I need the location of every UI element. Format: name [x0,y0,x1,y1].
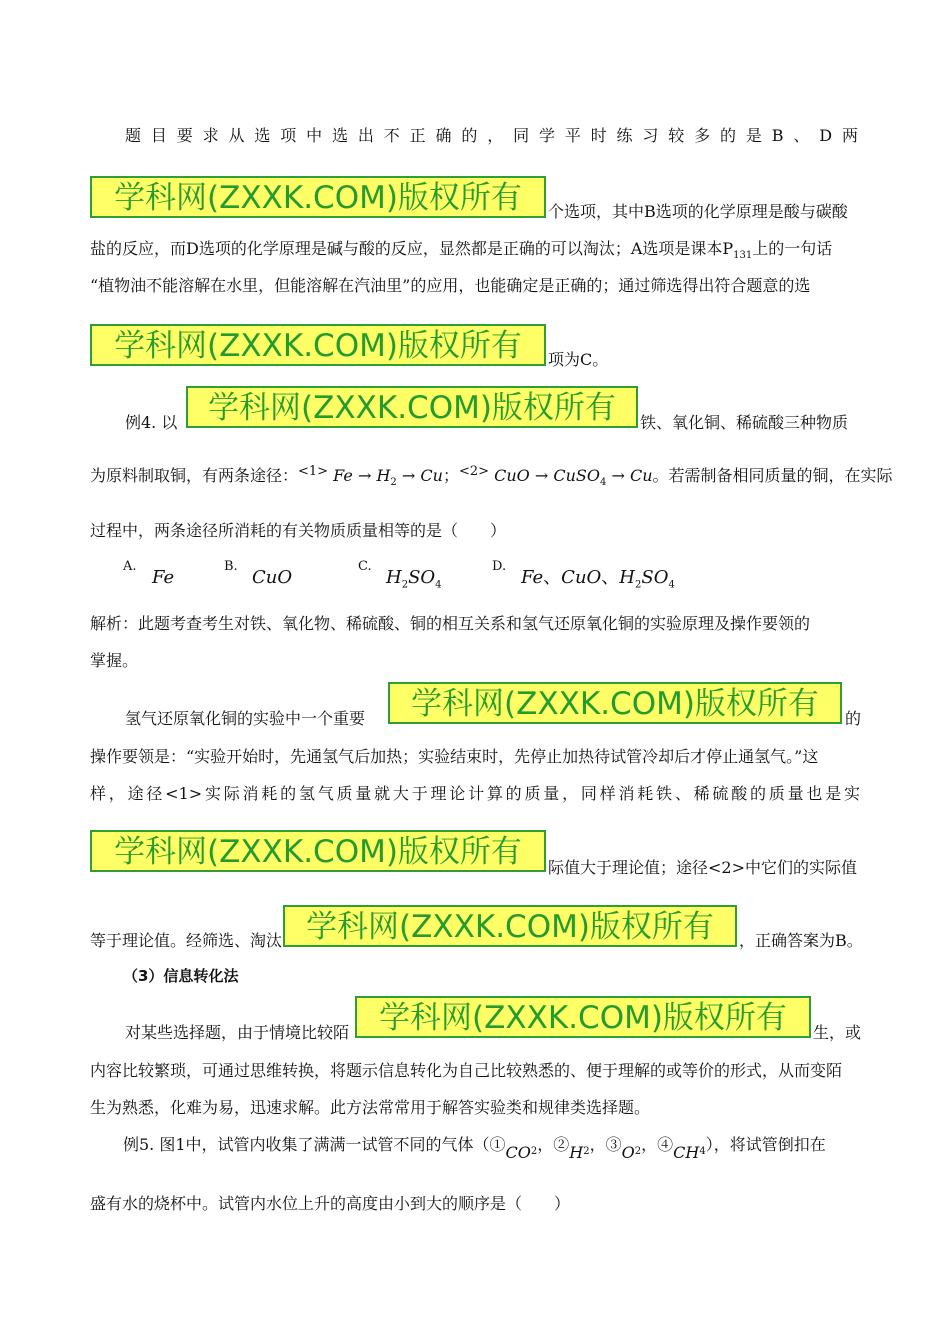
analysis-text: 掌握。 [90,651,139,670]
watermark-stamp: 学科网(ZXXK.COM)版权所有 [186,386,638,428]
analysis-text: 操作要领是：“实验开始时，先通氢气后加热；实验结束时，先停止加热待试管冷却后才停止通氢气。”这 [90,747,819,766]
section-text: 生为熟悉，化难为易，迅速求解。此方法常常用于解答实验类和规律类选择题。 [90,1098,651,1117]
watermark-stamp: 学科网(ZXXK.COM)版权所有 [355,996,811,1038]
analysis-text: 的 [845,709,862,728]
example-text: 过程中，两条途径所消耗的有关物质质量相等的是（ ） [90,521,507,540]
watermark-stamp: 学科网(ZXXK.COM)版权所有 [90,176,546,218]
example-text: 为原料制取铜，有两条途径：$^{<1>}$ $Fe \to H_2 \to Cu$；$^{<2>}$ CuO → CuSO$_4$ → Cu。若需制备相同质量的铜，在实际 [90,464,893,489]
analysis-text: 样，途径<1>实际消耗的氢气质量就大于理论计算的质量，同样消耗铁、稀硫酸的质量也是实 [90,784,860,803]
example-text: 例4. 以 [125,413,178,432]
watermark-stamp: 学科网(ZXXK.COM)版权所有 [90,324,546,366]
option-a-label: A. [123,559,137,574]
option-d-label: D. [492,559,507,574]
paragraph-text: 题目要求从选项中选出不正确的，同学平时练习较多的是B、D两 [125,126,858,145]
section-text: 生，或 [813,1023,862,1042]
option-c-value: $H_2SO_4$ [386,567,442,591]
option-b-value: CuO [252,567,293,588]
paragraph-text: “植物油不能溶解在水里，但能溶解在汽油里”的应用，也能确定是正确的；通过筛选得出符合题意的选 [90,276,811,295]
paragraph-text: 项为C。 [548,350,609,369]
watermark-stamp: 学科网(ZXXK.COM)版权所有 [388,682,842,724]
watermark-stamp: 学科网(ZXXK.COM)版权所有 [90,830,546,872]
analysis-text: ，正确答案为B。 [739,931,863,950]
watermark-stamp: 学科网(ZXXK.COM)版权所有 [283,905,737,947]
analysis-text: 解析：此题考查考生对铁、氧化物、稀硫酸、铜的相互关系和氢气还原氧化铜的实验原理及操作要领的 [90,614,811,633]
option-c-label: C. [358,559,372,574]
example-text: 例5. 图1中，试管内收集了满满一试管不同的气体（$①CO_2$，$②H_2$，$③O_2$，$④CH_4$），将试管倒扣在 [123,1135,826,1162]
section-heading: （3）信息转化法 [123,967,239,985]
option-b-label: B. [224,559,238,574]
example-text: 盛有水的烧杯中。试管内水位上升的高度由小到大的顺序是（ ） [90,1194,571,1213]
paragraph-text: 个选项，其中B选项的化学原理是酸与碳酸 [548,202,848,221]
analysis-text: 氢气还原氧化铜的实验中一个重要 [125,709,366,728]
analysis-text: 际值大于理论值；途径<2>中它们的实际值 [548,858,857,877]
example-text: 铁、氧化铜、稀硫酸三种物质 [640,413,849,432]
option-a-value: Fe [152,567,175,588]
section-text: 对某些选择题，由于情境比较陌 [125,1023,350,1042]
paragraph-text: 盐的反应，而D选项的化学原理是碱与酸的反应，显然都是正确的可以淘汰；A选项是课本$P_{131}$上的一句话 [90,239,833,262]
section-text: 内容比较繁琐，可通过思维转换，将题示信息转化为自己比较熟悉的、便于理解的或等价的形式，从而变陌 [90,1061,843,1080]
option-d-value: Fe、CuO、$H_2SO_4$ [521,567,675,591]
analysis-text: 等于理论值。经筛选、淘汰 [90,931,283,950]
